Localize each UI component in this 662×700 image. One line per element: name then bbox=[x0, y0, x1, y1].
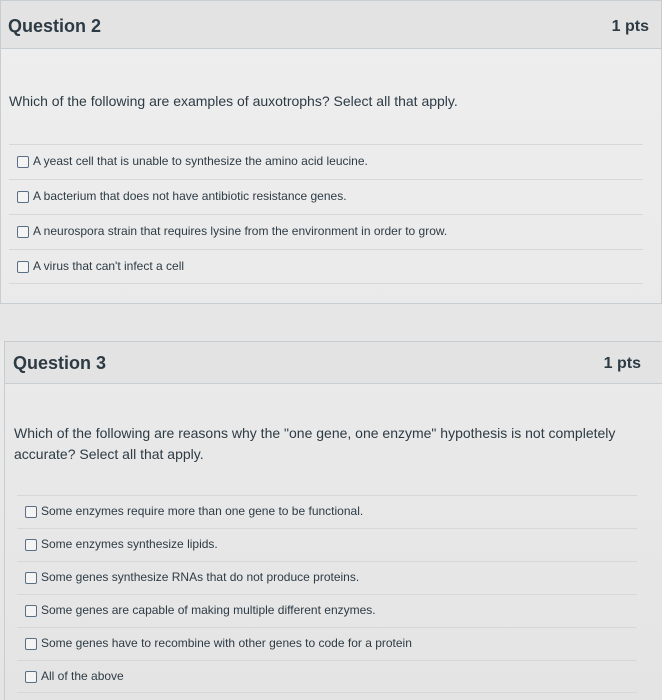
checkbox[interactable] bbox=[25, 506, 37, 518]
question-points: 1 pts bbox=[611, 18, 649, 35]
checkbox[interactable] bbox=[25, 671, 37, 683]
question-2-panel bbox=[0, 0, 662, 304]
checkbox[interactable] bbox=[25, 638, 37, 650]
question-header bbox=[1, 1, 661, 49]
question-title: Question 2 bbox=[8, 16, 102, 36]
answer-label[interactable]: All of the above bbox=[41, 669, 124, 683]
checkbox[interactable] bbox=[17, 191, 29, 203]
answer-option[interactable] bbox=[17, 594, 637, 627]
question-text: Which of the following are reasons why the "one gene, one enzyme" hypothesis is not completely accurate? Select all that apply. bbox=[14, 425, 616, 462]
question-header bbox=[5, 342, 662, 384]
question-3-panel bbox=[4, 341, 662, 700]
answer-list bbox=[9, 144, 643, 284]
answer-list bbox=[17, 495, 637, 693]
question-text: Which of the following are examples of auxotrophs? Select all that apply. bbox=[9, 93, 458, 109]
checkbox[interactable] bbox=[25, 572, 37, 584]
answer-option[interactable] bbox=[17, 627, 637, 660]
answer-label[interactable]: A yeast cell that is unable to synthesize the amino acid leucine. bbox=[33, 154, 368, 168]
question-separator bbox=[0, 304, 662, 341]
answer-label[interactable]: A bacterium that does not have antibiotic resistance genes. bbox=[33, 189, 347, 203]
checkbox[interactable] bbox=[25, 539, 37, 551]
checkbox[interactable] bbox=[17, 261, 29, 273]
checkbox[interactable] bbox=[17, 226, 29, 238]
answer-option[interactable] bbox=[9, 214, 643, 249]
answer-option[interactable] bbox=[9, 249, 643, 284]
question-title: Question 3 bbox=[13, 353, 107, 373]
answer-label[interactable]: A neurospora strain that requires lysine from the environment in order to grow. bbox=[33, 224, 448, 238]
answer-label[interactable]: Some genes are capable of making multiple different enzymes. bbox=[41, 603, 376, 617]
checkbox[interactable] bbox=[25, 605, 37, 617]
answer-label[interactable]: Some enzymes synthesize lipids. bbox=[41, 537, 218, 551]
checkbox[interactable] bbox=[17, 156, 29, 168]
answer-label[interactable]: Some genes have to recombine with other genes to code for a protein bbox=[41, 636, 412, 650]
answer-option[interactable] bbox=[9, 179, 643, 214]
answer-option[interactable] bbox=[17, 495, 637, 528]
answer-label[interactable]: A virus that can't infect a cell bbox=[33, 259, 185, 273]
answer-option[interactable] bbox=[17, 561, 637, 594]
answer-option[interactable] bbox=[17, 528, 637, 561]
answer-option[interactable] bbox=[17, 660, 637, 693]
answer-label[interactable]: Some genes synthesize RNAs that do not produce proteins. bbox=[41, 570, 360, 584]
answer-option[interactable] bbox=[9, 144, 643, 179]
answer-label[interactable]: Some enzymes require more than one gene to be functional. bbox=[41, 504, 364, 518]
question-points: 1 pts bbox=[603, 355, 641, 372]
